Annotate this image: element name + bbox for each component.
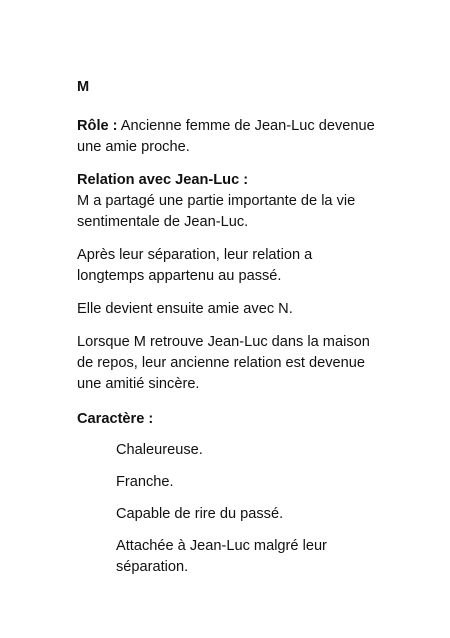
role-paragraph <box>77 116 377 158</box>
trait-item: Franche. <box>116 474 174 490</box>
trait-item: Attachée à Jean-Luc malgré leur séparation. <box>116 538 327 575</box>
relation-label: Relation avec Jean-Luc : <box>77 172 249 188</box>
relation-paragraph-2: Après leur séparation, leur relation a longtemps appartenu au passé. <box>77 247 313 284</box>
document-page <box>77 77 377 589</box>
trait-item: Chaleureuse. <box>116 442 203 458</box>
relation-block <box>77 170 377 233</box>
character-name: M <box>77 79 90 95</box>
relation-paragraph-1: M a partagé une partie importante de la vie sentimentale de Jean-Luc. <box>77 193 356 230</box>
role-text: Ancienne femme de Jean-Luc devenue une amie proche. <box>77 118 375 155</box>
relation-paragraph-3: Elle devient ensuite amie avec N. <box>77 301 293 317</box>
trait-item: Capable de rire du passé. <box>116 506 284 522</box>
role-label: Rôle : <box>77 118 118 134</box>
traits-list <box>77 440 377 578</box>
character-label: Caractère : <box>77 411 154 427</box>
relation-paragraph-4: Lorsque M retrouve Jean-Luc dans la maison de repos, leur ancienne relation est devenue une amitié sincère. <box>77 334 370 392</box>
